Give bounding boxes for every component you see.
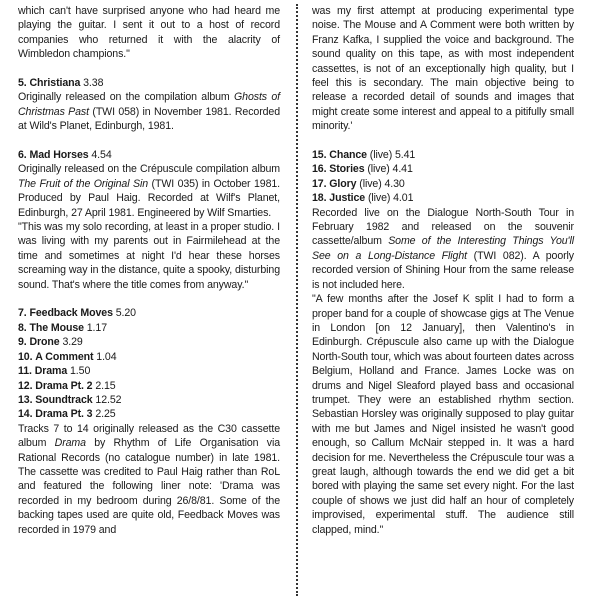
- right-column: [312, 4, 574, 537]
- track-heading-15: 15. Chance (live) 5.41: [312, 149, 416, 162]
- continued-paragraph: which can't have surprised anyone who had heard me playing the guitar. I sent it out to a host of record companies who returned it with the alacrity of Wimbledon champions.": [18, 5, 280, 61]
- track-heading-7: 7. Feedback Moves 5.20: [18, 307, 136, 320]
- column-divider: [296, 4, 298, 596]
- track-heading-11: 11. Drama 1.50: [18, 365, 91, 378]
- band-quote: "A few months after the Josef K split I had to form a proper band for a couple of showcase gigs at The Venue in London [on 12 January], then Valentino's in Edinburgh. Crépuscule also came up with the Dialogue North-South tour, which was about fourteen dates across Belgium, Holland and France. James Locke was on drums and Nigel Sleaford played bass and occasional trumpet. They were an established rhythm section. Sebastian Horsley was originally supposed to play guitar with me but James and Nigel insisted he wasn't good enough, so Callum McNair stepped in. It was a hard decision for me. Nevertheless the Crépuscule tour was a great laugh, although towards the end we did get a bit bored with playing the same set every night. For the last couple of shows we just did half an hour of completely improvised, experimental stuff. The audience still clapped, mind.": [312, 293, 574, 536]
- track-5-description: Originally released on the compilation album Ghosts of Christmas Past (TWI 058) in November 1981. Recorded at Wild's Planet, Edinburgh, 1981.: [18, 91, 280, 133]
- left-column: [18, 4, 280, 537]
- track-heading-18: 18. Justice (live) 4.01: [312, 192, 414, 205]
- track-heading-13: 13. Soundtrack 12.52: [18, 393, 122, 406]
- track-heading-10: 10. A Comment 1.04: [18, 350, 117, 363]
- track-heading-14: 14. Drama Pt. 3 2.25: [18, 408, 116, 421]
- tracks-7-14-description: Tracks 7 to 14 originally released as the C30 cassette album Drama by Rhythm of Life Organisation via Rational Records (no catalogue number) in late 1981. The cassette was credited to Paul Haig rather than RoL and featured the following liner note: 'Drama was recorded in my bedroom during 26/8/81. Some of the backing tapes used are quite old, Feedback Moves was recorded in 1979 and: [18, 422, 281, 536]
- track-6-quote: "This was my solo recording, at least in a proper studio. I was living with my parents out in Fairmilehead at the time and sometimes at night I'd hear these horses screaming way in the distance, quite a spooky, disturbing sound. That's where the title comes from anyway.": [18, 221, 280, 291]
- track-heading-5: 5. Christiana 3.38: [18, 77, 104, 90]
- track-heading-16: 16. Stories (live) 4.41: [312, 163, 413, 176]
- track-heading-6: 6. Mad Horses 4.54: [18, 149, 112, 162]
- track-6-description: Originally released on the Crépuscule compilation album The Fruit of the Original Sin (TWI 035) in October 1981. Produced by Paul Haig. Recorded at Wilf's Planet, Edinburgh, 27 April 1981. Engineered by Wilf Smarties.: [18, 163, 280, 219]
- continued-liner-note: was my first attempt at producing experimental type noise. The Mouse and A Comment were both written by Franz Kafka, I supplied the voice and background. The sound quality on this tape, as with most independent cassettes, is not of an exceptionally high quality, but I feel this is secondary. The main objective being to release a recorded detail of sounds and images that might create some interest and appeal to a pitifully small minority.': [312, 5, 574, 133]
- track-heading-12: 12. Drama Pt. 2 2.15: [18, 379, 116, 392]
- live-tracks-description: Recorded live on the Dialogue North-South Tour in February 1982 and released on the souvenir cassette/album Some of the Interesting Things You'll See on a Long-Distance Flight (TWI 082). A poorly recorded version of Shining Hour from the same release is not included here.: [312, 206, 574, 291]
- track-heading-9: 9. Drone 3.29: [18, 336, 83, 349]
- track-heading-17: 17. Glory (live) 4.30: [312, 177, 405, 190]
- track-heading-8: 8. The Mouse 1.17: [18, 321, 107, 334]
